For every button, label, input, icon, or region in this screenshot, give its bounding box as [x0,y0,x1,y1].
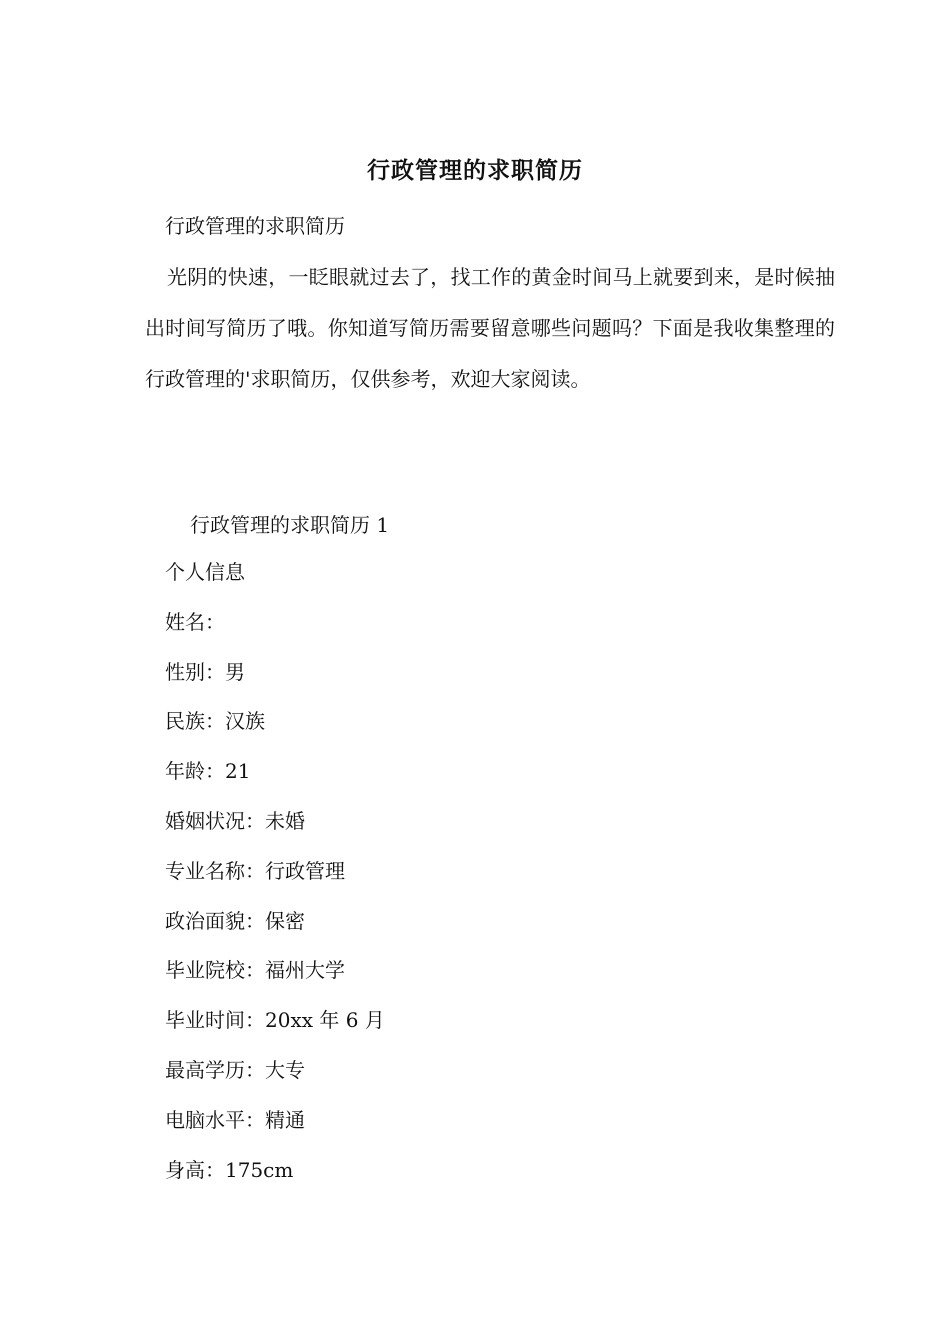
document-subtitle: 行政管理的求职简历 [165,214,345,238]
info-item-gender: 性别：男 [165,659,245,684]
info-item-ethnicity: 民族：汉族 [165,709,265,734]
info-item-computer-skill: 电脑水平：精通 [165,1107,305,1132]
info-item-marital-status: 婚姻状况：未婚 [165,808,305,833]
info-item-major: 专业名称：行政管理 [165,858,345,883]
info-item-name: 姓名： [165,609,225,634]
section-heading: 行政管理的求职简历 1 [190,513,390,537]
intro-paragraph: 光阴的快速，一眨眼就过去了，找工作的黄金时间马上就要到来，是时候抽出时间写简历了哦。你知道写简历需要留意哪些问题吗？下面是我收集整理的行政管理的'求职简历，仅供参考，欢迎大家阅读。 [145,265,835,391]
info-item-age: 年龄：21 [165,759,251,784]
info-item-school: 毕业院校：福州大学 [165,958,345,983]
info-item-graduation-date: 毕业时间：20xx 年 6 月 [165,1008,385,1033]
document-title: 行政管理的求职简历 [367,157,583,184]
info-heading: 个人信息 [165,560,245,584]
info-item-political-status: 政治面貌：保密 [165,908,305,933]
info-item-education: 最高学历：大专 [165,1057,305,1082]
info-item-height: 身高：175cm [165,1157,294,1182]
personal-info-list [165,552,385,1199]
